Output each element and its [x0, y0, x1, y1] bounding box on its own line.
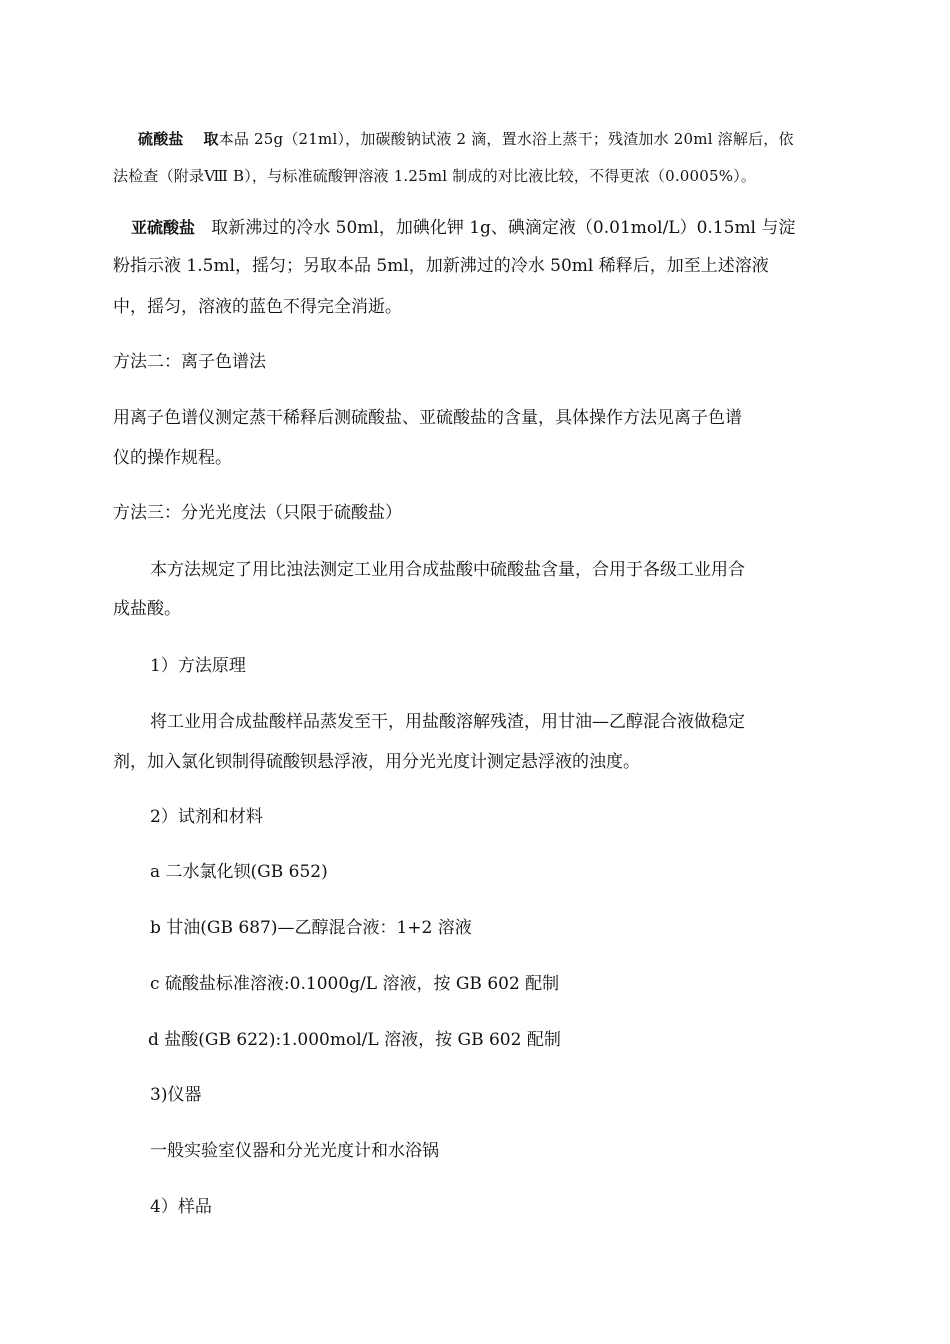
method2-line-1: 用离子色谱仪测定蒸干稀释后测硫酸盐、亚硫酸盐的含量，具体操作方法见离子色谱 — [113, 408, 742, 428]
reagent-d: d 盐酸(GB 622):1.000mol/L 溶液，按 GB 602 配制 — [148, 1030, 561, 1050]
sulfate-lead: 取 — [203, 130, 219, 148]
sulfite-line-3: 中，摇匀，溶液的蓝色不得完全消逝。 — [113, 297, 402, 317]
method2-line-2: 仪的操作规程。 — [113, 448, 232, 468]
sulfite-line-1 — [131, 216, 795, 240]
section-1-heading: 1）方法原理 — [150, 656, 246, 676]
sulfite-term: 亚硫酸盐 — [131, 218, 196, 237]
method3-intro-1: 本方法规定了用比浊法测定工业用合成盐酸中硫酸盐含量，合用于各级工业用合 — [150, 560, 745, 580]
sulfate-line-1 — [138, 127, 794, 151]
section-3-heading: 3)仪器 — [150, 1085, 202, 1105]
section-1-line-2: 剂，加入氯化钡制得硫酸钡悬浮液，用分光光度计测定悬浮液的浊度。 — [113, 752, 640, 772]
section-4-heading: 4）样品 — [150, 1197, 212, 1217]
method2-heading: 方法二：离子色谱法 — [113, 352, 266, 372]
method3-heading: 方法三：分光光度法（只限于硫酸盐） — [113, 503, 402, 523]
sulfite-line-2: 粉指示液 1.5ml，摇匀；另取本品 5ml，加新沸过的冷水 50ml 稀释后，加至上述溶液 — [113, 256, 769, 276]
section-3-line-1: 一般实验室仪器和分光光度计和水浴锅 — [150, 1141, 439, 1161]
reagent-a: a 二水氯化钡(GB 652) — [150, 862, 328, 882]
sulfate-term: 硫酸盐 — [138, 130, 184, 148]
sulfite-text-1: 取新沸过的冷水 50ml，加碘化钾 1g、碘滴定液（0.01mol/L）0.15ml 与淀 — [211, 218, 796, 238]
reagent-c: c 硫酸盐标准溶液:0.1000g/L 溶液，按 GB 602 配制 — [150, 974, 560, 994]
reagent-b: b 甘油(GB 687)—乙醇混合液：1+2 溶液 — [150, 918, 472, 938]
method3-intro-2: 成盐酸。 — [113, 599, 181, 619]
sulfate-text-1: 本品 25g（21ml），加碳酸钠试液 2 滴，置水浴上蒸干；残渣加水 20ml 溶解后，依 — [218, 130, 794, 148]
section-2-heading: 2）试剂和材料 — [150, 807, 263, 827]
sulfate-line-2: 法检查（附录Ⅷ B），与标准硫酸钾溶液 1.25ml 制成的对比液比较，不得更浓（0.0005%）。 — [113, 167, 757, 185]
section-1-line-1: 将工业用合成盐酸样品蒸发至干，用盐酸溶解残渣，用甘油—乙醇混合液做稳定 — [150, 712, 745, 732]
